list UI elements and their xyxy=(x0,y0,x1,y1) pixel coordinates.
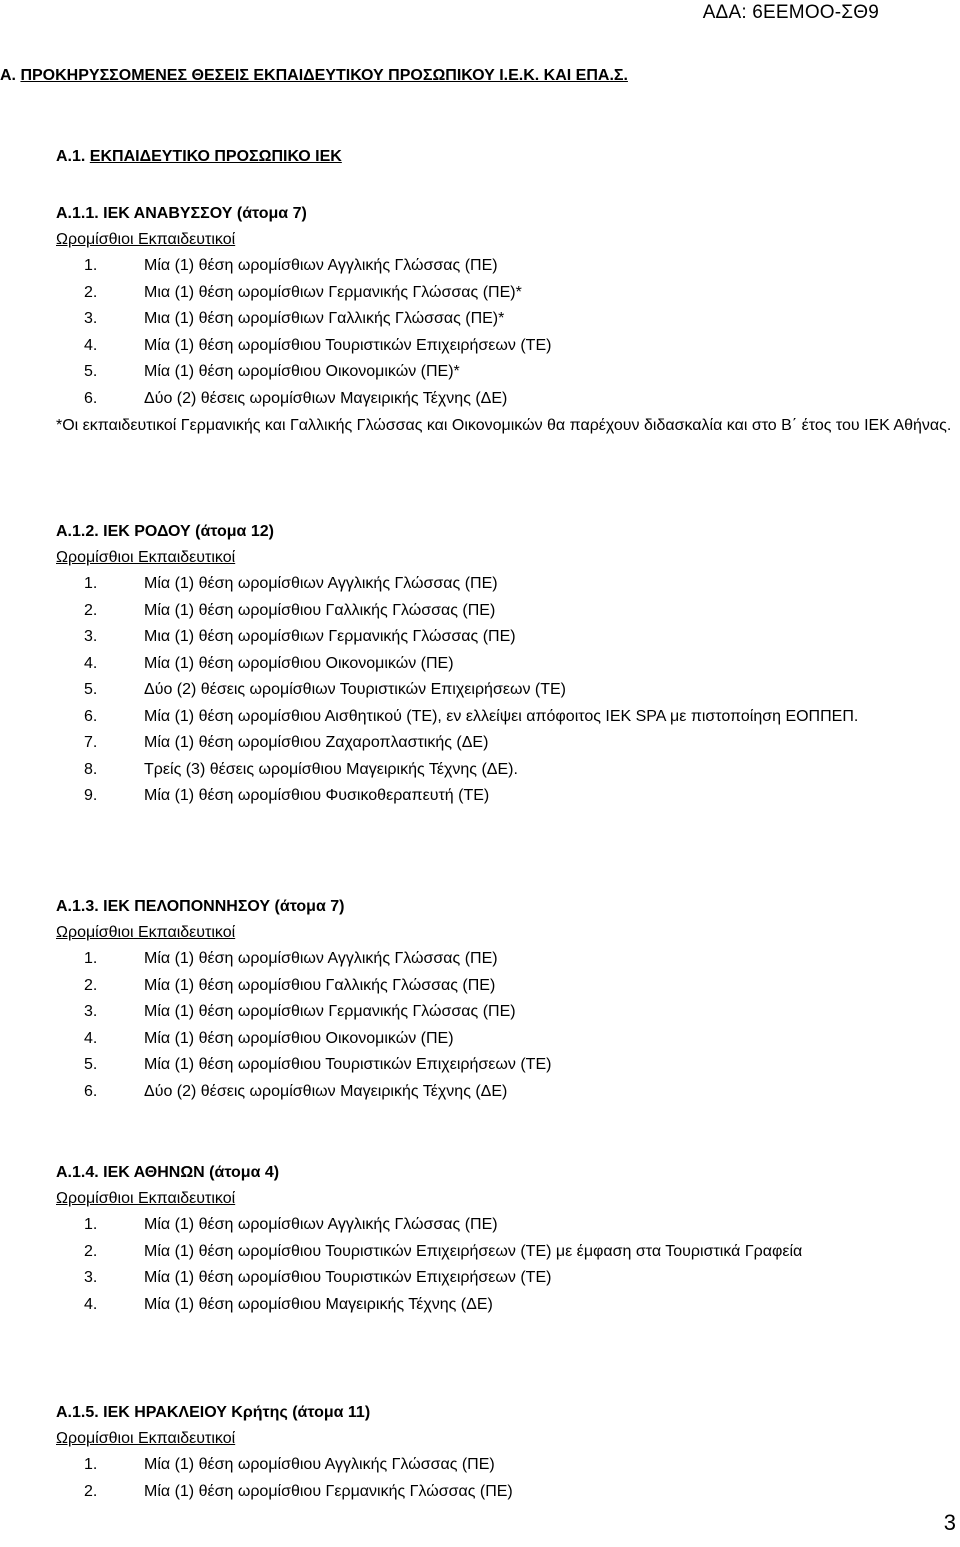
list-item xyxy=(56,1292,956,1319)
main-title-prefix: Α. xyxy=(0,67,21,84)
item-number: 5. xyxy=(84,363,98,380)
item-number: 1. xyxy=(84,1216,98,1233)
item-text: Μία (1) θέση ωρομίσθιων Αγγλικής Γλώσσας (ΠΕ) xyxy=(144,575,498,592)
footnote: *Οι εκπαιδευτικοί Γερμανικής και Γαλλικής Γλώσσας και Οικονομικών θα παρέχουν διδασκαλία και στο Β΄ έτος του ΙΕΚ Αθήνας. xyxy=(56,417,952,434)
item-number: 1. xyxy=(84,1456,98,1473)
item-text: Μία (1) θέση ωρομίσθιου Οικονομικών (ΠΕ) xyxy=(144,654,454,672)
list-item xyxy=(56,1052,956,1079)
item-text: Μία (1) θέση ωρομίσθιου Μαγειρικής Τέχνης (ΔΕ) xyxy=(144,1295,493,1313)
section-title xyxy=(56,148,342,166)
item-text: Δύο (2) θέσεις ωρομίσθιων Μαγειρικής Τέχνης (ΔΕ) xyxy=(144,1082,508,1100)
item-number: 8. xyxy=(84,760,98,778)
section-heading: Α.1.1. ΙΕΚ ΑΝΑΒΥΣΣΟΥ (άτομα 7) xyxy=(56,205,307,222)
item-text: Τρείς (3) θέσεις ωρομίσθιου Μαγειρικής Τέχνης (ΔΕ). xyxy=(144,760,518,778)
item-text: Μία (1) θέση ωρομίσθιου Τουριστικών Επιχειρήσεων (ΤΕ) xyxy=(144,1269,552,1286)
section-anavyssos xyxy=(56,200,956,439)
page-number: 3 xyxy=(943,1510,956,1535)
section-heading: Α.1.2. ΙΕΚ ΡΟΔΟΥ (άτομα 12) xyxy=(56,523,274,540)
list-item xyxy=(56,1026,956,1053)
item-text: Μία (1) θέση ωρομίσθιου Φυσικοθεραπευτή (ΤΕ) xyxy=(144,787,490,804)
item-number: 3. xyxy=(84,1003,98,1020)
section-subhead: Ωρομίσθιοι Εκπαιδευτικοί xyxy=(56,231,236,248)
list-item xyxy=(56,677,956,704)
section-subhead: Ωρομίσθιοι Εκπαιδευτικοί xyxy=(56,1190,236,1207)
list-item xyxy=(56,973,956,1000)
item-number: 1. xyxy=(84,950,98,967)
item-text: Μία (1) θέση ωρομίσθιου Γαλλικής Γλώσσας (ΠΕ) xyxy=(144,601,496,619)
list-item xyxy=(56,1265,956,1292)
section-title-text: ΕΚΠΑΙΔΕΥΤΙΚΟ ΠΡΟΣΩΠΙΚΟ ΙΕΚ xyxy=(89,148,342,165)
section-subhead: Ωρομίσθιοι Εκπαιδευτικοί xyxy=(56,924,236,941)
section-heading: Α.1.5. ΙΕΚ ΗΡΑΚΛΕΙΟΥ Κρήτης (άτομα 11) xyxy=(56,1404,371,1421)
list-item xyxy=(56,757,956,784)
section-peloponnisos xyxy=(56,893,956,1105)
item-text: Μία (1) θέση ωρομίσθιων Γερμανικής Γλώσσας (ΠΕ) xyxy=(144,1003,516,1020)
item-text: Μία (1) θέση ωρομίσθιου Τουριστικών Επιχειρήσεων (ΤΕ) xyxy=(144,336,552,354)
section-rodos xyxy=(56,518,956,810)
item-number: 5. xyxy=(84,1056,98,1073)
list-item xyxy=(56,598,956,625)
item-text: Μία (1) θέση ωρομίσθιου Οικονομικών (ΠΕ) xyxy=(144,1029,454,1047)
item-number: 6. xyxy=(84,389,98,407)
item-number: 4. xyxy=(84,336,98,354)
item-number: 9. xyxy=(84,787,98,804)
item-text: Μία (1) θέση ωρομίσθιου Γερμανικής Γλώσσας (ΠΕ) xyxy=(144,1482,513,1500)
list-item xyxy=(56,253,956,280)
item-text: Μία (1) θέση ωρομίσθιων Αγγλικής Γλώσσας (ΠΕ) xyxy=(144,257,498,274)
position-list xyxy=(56,1452,956,1505)
list-item xyxy=(56,624,956,651)
item-text: Μία (1) θέση ωρομίσθιου Οικονομικών (ΠΕ)* xyxy=(144,363,460,380)
section-heading: Α.1.3. ΙΕΚ ΠΕΛΟΠΟΝΝΗΣΟΥ (άτομα 7) xyxy=(56,898,345,915)
section-subhead: Ωρομίσθιοι Εκπαιδευτικοί xyxy=(56,1430,236,1447)
item-text: Μια (1) θέση ωρομίσθιων Γερμανικής Γλώσσας (ΠΕ) xyxy=(144,628,516,645)
list-item xyxy=(56,306,956,333)
section-title-prefix: Α.1. xyxy=(56,148,90,165)
item-number: 4. xyxy=(84,654,98,672)
item-text: Μία (1) θέση ωρομίσθιων Αγγλικής Γλώσσας (ΠΕ) xyxy=(144,1216,498,1233)
list-item xyxy=(56,333,956,360)
list-item xyxy=(56,1239,956,1266)
section-athinon xyxy=(56,1159,956,1318)
item-text: Δύο (2) θέσεις ωρομίσθιων Μαγειρικής Τέχνης (ΔΕ) xyxy=(144,389,508,407)
item-number: 3. xyxy=(84,310,98,327)
position-list xyxy=(56,571,956,810)
list-item xyxy=(56,651,956,678)
item-number: 2. xyxy=(84,601,98,619)
section-subhead: Ωρομίσθιοι Εκπαιδευτικοί xyxy=(56,549,236,566)
item-text: Μία (1) θέση ωρομίσθιου Τουριστικών Επιχειρήσεων (ΤΕ) xyxy=(144,1056,552,1073)
item-number: 2. xyxy=(84,283,98,301)
list-item xyxy=(56,783,956,810)
item-number: 4. xyxy=(84,1295,98,1313)
list-item xyxy=(56,704,956,731)
position-list xyxy=(56,946,956,1105)
list-item xyxy=(56,1212,956,1239)
section-heading: Α.1.4. ΙΕΚ ΑΘΗΝΩΝ (άτομα 4) xyxy=(56,1164,280,1181)
item-text: Δύο (2) θέσεις ωρομίσθιων Τουριστικών Επιχειρήσεων (ΤΕ) xyxy=(144,681,566,698)
item-text: Μια (1) θέση ωρομίσθιων Γαλλικής Γλώσσας (ΠΕ)* xyxy=(144,310,505,327)
list-item xyxy=(56,280,956,307)
list-item xyxy=(56,999,956,1026)
item-text: Μία (1) θέση ωρομίσθιων Αγγλικής Γλώσσας (ΠΕ) xyxy=(144,950,498,967)
list-item xyxy=(56,359,956,386)
item-text: Μία (1) θέση ωρομίσθιου Αισθητικού (ΤΕ), εν ελλείψει απόφοιτος ΙΕΚ SPA με πιστοποίηση ΕΟΠΠΕΠ. xyxy=(144,707,859,725)
main-title xyxy=(0,67,628,85)
item-number: 2. xyxy=(84,1482,98,1500)
list-item xyxy=(56,1479,956,1506)
item-number: 1. xyxy=(84,257,98,274)
item-number: 6. xyxy=(84,1082,98,1100)
item-text: Μία (1) θέση ωρομίσθιου Τουριστικών Επιχειρήσεων (ΤΕ) με έμφαση στα Τουριστικά Γραφεία xyxy=(144,1242,803,1260)
item-text: Μία (1) θέση ωρομίσθιου Ζαχαροπλαστικής (ΔΕ) xyxy=(144,734,489,751)
item-number: 2. xyxy=(84,1242,98,1260)
item-number: 5. xyxy=(84,681,98,698)
item-number: 6. xyxy=(84,707,98,725)
list-item xyxy=(56,1452,956,1479)
item-text: Μια (1) θέση ωρομίσθιων Γερμανικής Γλώσσας (ΠΕ)* xyxy=(144,283,522,301)
ada-code: ΑΔΑ: 6ΕΕΜΟΟ-ΣΘ9 xyxy=(702,2,879,23)
list-item xyxy=(56,730,956,757)
position-list xyxy=(56,253,956,412)
item-number: 3. xyxy=(84,628,98,645)
item-number: 7. xyxy=(84,734,98,751)
list-item xyxy=(56,386,956,413)
list-item xyxy=(56,571,956,598)
main-title-text: ΠΡΟΚΗΡΥΣΣΟΜΕΝΕΣ ΘΕΣΕΙΣ ΕΚΠΑΙΔΕΥΤΙΚΟΥ ΠΡΟΣΩΠΙΚΟΥ Ι.Ε.Κ. ΚΑΙ ΕΠΑ.Σ. xyxy=(20,67,628,84)
list-item xyxy=(56,1079,956,1106)
item-number: 4. xyxy=(84,1029,98,1047)
position-list xyxy=(56,1212,956,1318)
item-number: 1. xyxy=(84,575,98,592)
item-number: 2. xyxy=(84,976,98,994)
list-item xyxy=(56,946,956,973)
item-number: 3. xyxy=(84,1269,98,1286)
item-text: Μία (1) θέση ωρομίσθιου Γαλλικής Γλώσσας (ΠΕ) xyxy=(144,976,496,994)
item-text: Μία (1) θέση ωρομίσθιου Αγγλικής Γλώσσας (ΠΕ) xyxy=(144,1456,495,1473)
section-irakleiou xyxy=(56,1399,956,1505)
